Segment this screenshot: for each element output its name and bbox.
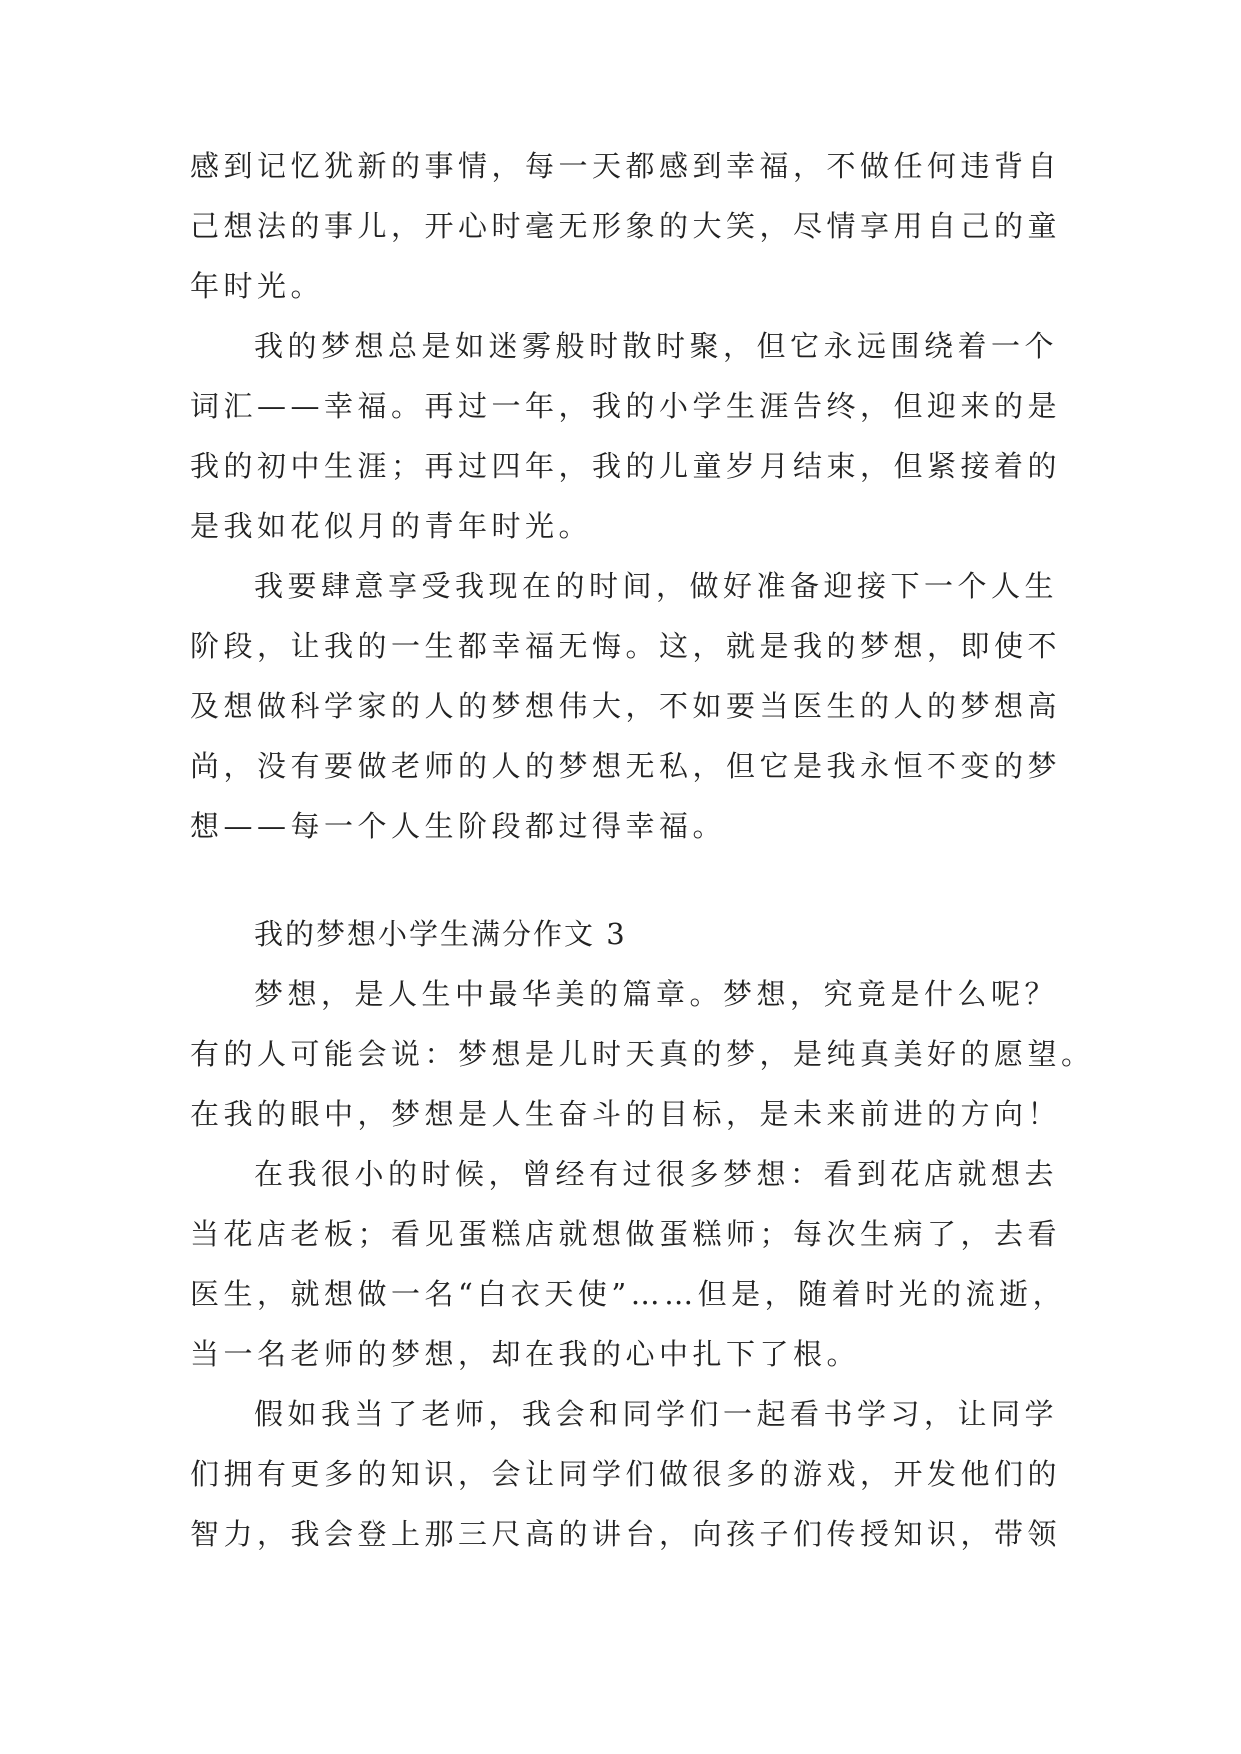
paragraph-line: 当花店老板；看见蛋糕店就想做蛋糕师；每次生病了，去看	[190, 1217, 1062, 1251]
paragraph-line: 我的梦想总是如迷雾般时散时聚，但它永远围绕着一个	[254, 329, 1059, 363]
paragraph-line: 是我如花似月的青年时光。	[190, 509, 593, 543]
paragraph-line: 阶段，让我的一生都幸福无悔。这，就是我的梦想，即使不	[190, 629, 1062, 663]
paragraph-line: 己想法的事儿，开心时毫无形象的大笑，尽情享用自己的童	[190, 209, 1062, 243]
paragraph-line: 在我很小的时候，曾经有过很多梦想：看到花店就想去	[254, 1157, 1059, 1191]
paragraph-line: 有的人可能会说：梦想是儿时天真的梦，是纯真美好的愿望。	[190, 1037, 1095, 1071]
paragraph-line: 梦想，是人生中最华美的篇章。梦想，究竟是什么呢？	[254, 977, 1059, 1011]
paragraph-line: 尚，没有要做老师的人的梦想无私，但它是我永恒不变的梦	[190, 749, 1062, 783]
paragraph-line: 在我的眼中，梦想是人生奋斗的目标，是未来前进的方向！	[190, 1097, 1062, 1131]
paragraph-line: 我的初中生涯；再过四年，我的儿童岁月结束，但紧接着的	[190, 449, 1062, 483]
paragraph-line: 及想做科学家的人的梦想伟大，不如要当医生的人的梦想高	[190, 689, 1062, 723]
essay-3-title: 我的梦想小学生满分作文 3	[254, 917, 627, 951]
paragraph-line: 年时光。	[190, 269, 325, 303]
paragraph-line: 词汇——幸福。再过一年，我的小学生涯告终，但迎来的是	[190, 389, 1062, 423]
paragraph-line: 们拥有更多的知识，会让同学们做很多的游戏，开发他们的	[190, 1457, 1062, 1491]
paragraph-line: 我要肆意享受我现在的时间，做好准备迎接下一个人生	[254, 569, 1059, 603]
paragraph-line: 想——每一个人生阶段都过得幸福。	[190, 809, 727, 843]
paragraph-line: 医生，就想做一名“白衣天使”……但是，随着时光的流逝，	[190, 1277, 1067, 1311]
essay-2-continuation	[190, 136, 1062, 856]
paragraph-line: 感到记忆犹新的事情，每一天都感到幸福，不做任何违背自	[190, 149, 1062, 183]
paragraph-line: 当一名老师的梦想，却在我的心中扎下了根。	[190, 1337, 861, 1371]
paragraph-line: 假如我当了老师，我会和同学们一起看书学习，让同学	[254, 1397, 1059, 1431]
essay-3-body	[190, 964, 1095, 1564]
paragraph-line: 智力，我会登上那三尺高的讲台，向孩子们传授知识，带领	[190, 1517, 1062, 1551]
